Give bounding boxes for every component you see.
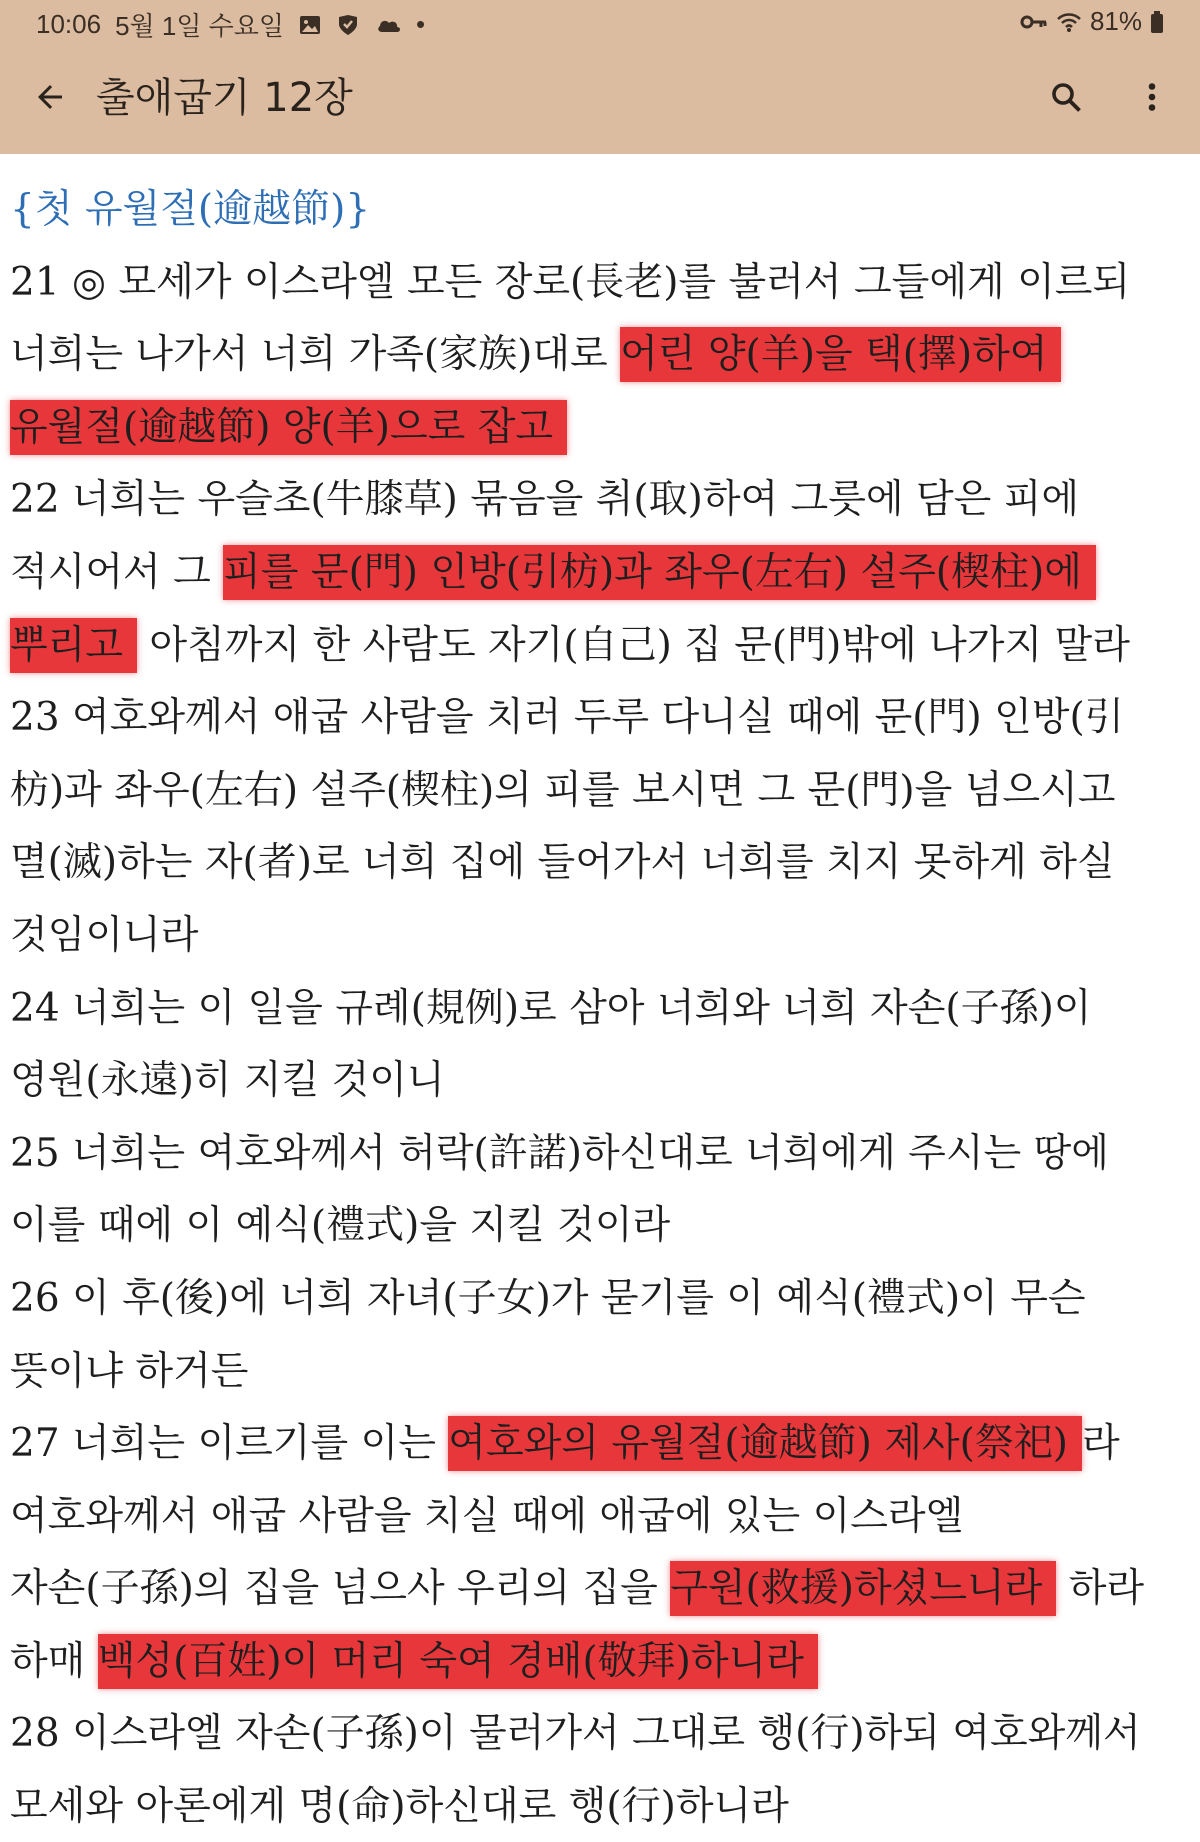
verse-text: 24 너희는 이 일을 규례(規例)로 삼아 너희와 너희 자손(子孫)이 xyxy=(10,985,1092,1031)
more-options-button[interactable] xyxy=(1126,73,1178,125)
back-button[interactable] xyxy=(24,73,76,125)
verse-text: 23 여호와께서 애굽 사람을 치러 두루 다니실 때에 문(門) 인방(引 xyxy=(10,695,1124,741)
gallery-icon xyxy=(298,13,322,37)
verse-line xyxy=(10,682,1194,755)
highlighted-text: 백성(百姓)이 머리 숙여 경배(敬拜)하니라 xyxy=(98,1634,818,1689)
status-bar xyxy=(0,0,1200,44)
key-icon xyxy=(1020,13,1048,31)
verse-line xyxy=(10,464,1194,537)
status-time: 10:06 xyxy=(36,9,102,39)
verse-text: 27 너희는 이르기를 이는 xyxy=(10,1421,449,1467)
verse-line xyxy=(10,1190,1194,1263)
highlighted-text: 뿌리고 xyxy=(10,618,137,673)
verse-text: 25 너희는 여호와께서 허락(許諾)하신대로 너희에게 주시는 땅에 xyxy=(10,1130,1109,1176)
highlighted-text: 어린 양(羊)을 택(擇)하여 xyxy=(620,327,1061,382)
page-title: 출애굽기 12장 xyxy=(96,75,353,121)
highlighted-text: 여호와의 유월절(逾越節) 제사(祭祀) xyxy=(448,1416,1082,1471)
status-dot: • xyxy=(416,9,426,39)
chapter-content xyxy=(10,174,1194,1842)
verse-text: 이를 때에 이 예식(禮式)을 지킬 것이라 xyxy=(10,1203,671,1249)
verse-line xyxy=(10,1481,1194,1554)
search-button[interactable] xyxy=(1040,73,1092,125)
verse-line xyxy=(10,755,1194,828)
verse-line xyxy=(10,1408,1194,1481)
verse-line xyxy=(10,1771,1194,1842)
verse-text: 것임이니라 xyxy=(10,912,199,958)
verse-text: 28 이스라엘 자손(子孫)이 물러가서 그대로 행(行)하되 여호와께서 xyxy=(10,1711,1141,1757)
verse-line xyxy=(10,247,1194,320)
verse-line xyxy=(10,1263,1194,1336)
status-date: 5월 1일 수요일 xyxy=(115,11,285,41)
highlighted-text: 유월절(逾越節) 양(羊)으로 잡고 xyxy=(10,400,567,455)
search-icon xyxy=(1048,79,1084,119)
verse-text: 21 ◎ 모세가 이스라엘 모든 장로(長老)를 불러서 그들에게 이르되 xyxy=(10,259,1131,305)
verse-text: 너희는 나가서 너희 가족(家族)대로 xyxy=(10,332,621,378)
more-vert-icon xyxy=(1134,79,1170,119)
verse-line xyxy=(10,1698,1194,1771)
verse-text: 하라 xyxy=(1056,1566,1145,1612)
verse-text: 여호와께서 애굽 사람을 치실 때에 애굽에 있는 이스라엘 xyxy=(10,1493,964,1539)
section-heading xyxy=(10,174,1194,247)
verse-text: 적시어서 그 xyxy=(10,549,224,595)
verse-line xyxy=(10,1626,1194,1699)
verse-line xyxy=(10,610,1194,683)
verse-text: 하매 xyxy=(10,1638,98,1684)
verse-line xyxy=(10,827,1194,900)
verse-text: 22 너희는 우슬초(牛膝草) 묶음을 취(取)하여 그릇에 담은 피에 xyxy=(10,477,1080,523)
verse-line xyxy=(10,1336,1194,1409)
verse-line xyxy=(10,1045,1194,1118)
highlighted-text: 피를 문(門) 인방(引枋)과 좌우(左右) 설주(楔柱)에 xyxy=(223,545,1096,600)
wifi-icon xyxy=(1056,11,1082,33)
app-bar xyxy=(0,44,1200,154)
verse-text: 자손(子孫)의 집을 넘으사 우리의 집을 xyxy=(10,1566,671,1612)
verse-text: {첫 유월절(逾越節)} xyxy=(10,187,371,232)
verse-line xyxy=(10,973,1194,1046)
battery-icon xyxy=(1150,10,1164,34)
battery-percent: 81% xyxy=(1089,6,1142,36)
verse-text: 모세와 아론에게 명(命)하신대로 행(行)하니라 xyxy=(10,1784,789,1830)
verse-text: 멸(滅)하는 자(者)로 너희 집에 들어가서 너희를 치지 못하게 하실 xyxy=(10,840,1115,886)
verse-line xyxy=(10,1553,1194,1626)
status-left xyxy=(36,6,425,43)
cloud-icon xyxy=(376,15,402,35)
verse-line xyxy=(10,392,1194,465)
verse-line xyxy=(10,900,1194,973)
verse-text: 26 이 후(後)에 너희 자녀(子女)가 묻기를 이 예식(禮式)이 무슨 xyxy=(10,1275,1086,1321)
verse-line xyxy=(10,1118,1194,1191)
check-shield-icon xyxy=(336,13,362,37)
verse-line xyxy=(10,319,1194,392)
back-arrow-icon xyxy=(32,79,68,119)
verse-text: 아침까지 한 사람도 자기(自己) 집 문(門)밖에 나가지 말라 xyxy=(137,622,1130,668)
verse-text: 영원(永遠)히 지킬 것이니 xyxy=(10,1058,445,1104)
verse-text: 枋)과 좌우(左右) 설주(楔柱)의 피를 보시면 그 문(門)을 넘으시고 xyxy=(10,767,1116,813)
highlighted-text: 구원(救援)하셨느니라 xyxy=(670,1561,1056,1616)
status-right xyxy=(1020,6,1164,37)
verse-text: 뜻이냐 하거든 xyxy=(10,1348,249,1394)
verse-text: 라 xyxy=(1082,1421,1120,1467)
verse-line xyxy=(10,537,1194,610)
